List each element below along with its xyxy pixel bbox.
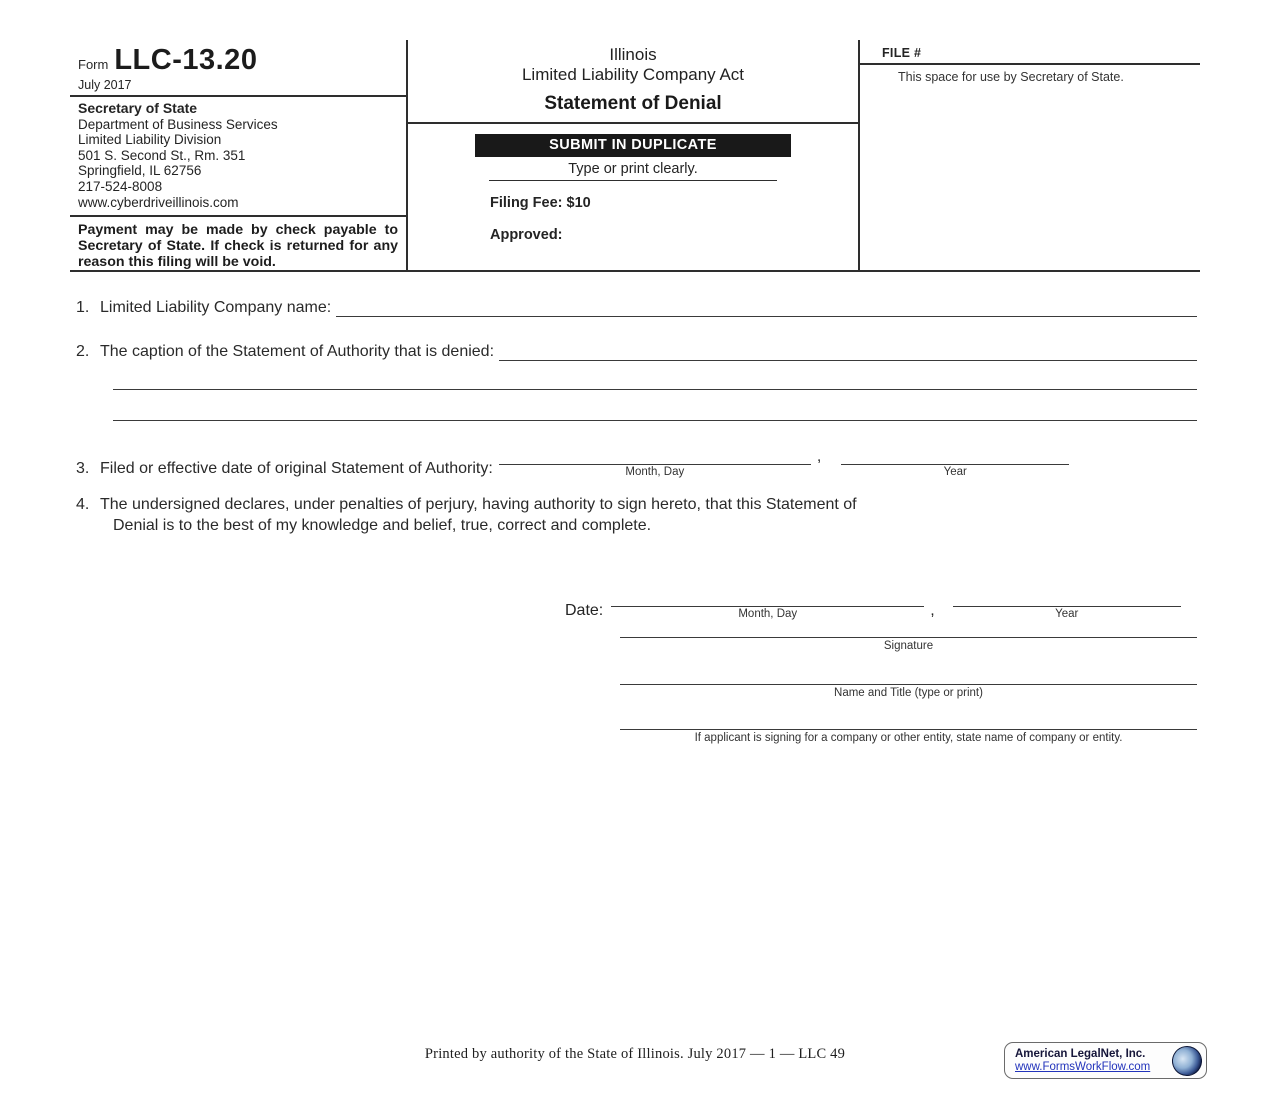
form-title-block <box>408 40 858 124</box>
item4-row <box>76 495 1110 536</box>
submit-in-duplicate-banner: SUBMIT IN DUPLICATE <box>475 134 791 157</box>
form-revision-date: July 2017 <box>78 78 132 92</box>
printed-by-authority-note: Printed by authority of the State of Illinois. July 2017 — 1 — LLC 49 <box>424 1046 846 1062</box>
signature-field[interactable] <box>620 637 1197 652</box>
legalnet-text-block <box>1015 1048 1172 1074</box>
payment-notice: Payment may be made by check payable to Secretary of State. If check is returned for any reason this filing will be void. <box>78 222 398 270</box>
item4-declaration-line1: The undersigned declares, under penalties of perjury, having authority to sign hereto, that this Statement of <box>100 496 857 513</box>
item4-number: 4. <box>76 496 90 513</box>
date-year-field[interactable] <box>953 590 1181 620</box>
header-center-column <box>408 40 860 270</box>
item4-declaration-line2: Denial is to the best of my knowledge and belief, true, correct and complete. <box>113 516 652 534</box>
item2-continuation-line-1[interactable] <box>113 389 1197 390</box>
item3-number: 3. <box>76 460 90 477</box>
american-legalnet-badge <box>1004 1042 1207 1079</box>
type-or-print-rule <box>489 180 777 181</box>
sos-space-note: This space for use by Secretary of State. <box>898 70 1124 84</box>
item3-comma: , <box>816 448 822 465</box>
date-month-day-label: Month, Day <box>738 608 798 620</box>
title-act: Limited Liability Company Act <box>521 65 745 84</box>
approved-label: Approved: <box>490 227 563 243</box>
signature-label: Signature <box>883 640 934 652</box>
page-title: Statement of Denial <box>544 93 722 114</box>
agency-line-city: Springfield, IL 62756 <box>78 163 202 179</box>
header-left-column <box>70 40 408 270</box>
form-header <box>70 40 1200 272</box>
item3-month-day-field[interactable] <box>499 448 811 478</box>
instructions-block <box>408 124 858 243</box>
item2-label: The caption of the Statement of Authority that is denied: <box>100 343 495 360</box>
file-number-label: FILE # <box>860 40 1200 65</box>
agency-line-website: www.cyberdriveillinois.com <box>78 194 239 210</box>
header-right-column <box>860 40 1200 270</box>
item3-year-field[interactable] <box>841 448 1069 478</box>
date-month-day-field[interactable] <box>611 590 924 620</box>
item1-row <box>76 299 1197 317</box>
date-year-label: Year <box>1055 608 1079 620</box>
item1-number: 1. <box>76 299 90 316</box>
date-row <box>565 590 1197 620</box>
item1-label: Limited Liability Company name: <box>100 299 332 316</box>
date-label: Date: <box>565 602 604 619</box>
legalnet-company-name: American LegalNet, Inc. <box>1015 1047 1146 1060</box>
agency-address-section <box>70 97 406 217</box>
item1-company-name-field[interactable] <box>336 299 1197 317</box>
form-id-section <box>70 40 406 97</box>
item2-number: 2. <box>76 343 90 360</box>
filing-fee-value: $10 <box>566 195 591 211</box>
form-word-label: Form <box>78 57 109 72</box>
item2-continuation-line-2[interactable] <box>113 420 1197 421</box>
item3-year-label: Year <box>943 466 967 478</box>
formsworkflow-link[interactable]: www.FormsWorkFlow.com <box>1015 1060 1151 1073</box>
entity-name-field[interactable] <box>620 729 1197 744</box>
type-or-print-note: Type or print clearly. <box>568 161 698 177</box>
name-title-label: Name and Title (type or print) <box>834 687 983 699</box>
item3-month-day-label: Month, Day <box>625 466 685 478</box>
item4-declaration <box>100 495 1110 536</box>
item3-row <box>76 448 1069 478</box>
agency-line-phone: 217-524-8008 <box>78 178 163 194</box>
item3-label: Filed or effective date of original Statement of Authority: <box>100 460 493 477</box>
title-state: Illinois <box>609 45 657 64</box>
filing-fee-label: Filing Fee: <box>490 195 563 211</box>
item2-caption-field[interactable] <box>499 343 1197 361</box>
form-number: LLC-13.20 <box>114 44 258 76</box>
entity-note-label: If applicant is signing for a company or other entity, state name of company or entity. <box>694 732 1123 744</box>
agency-name: Secretary of State <box>78 100 198 116</box>
agency-line-street: 501 S. Second St., Rm. 351 <box>78 147 246 163</box>
legalnet-globe-icon <box>1168 1042 1206 1080</box>
item2-row <box>76 343 1197 361</box>
date-comma: , <box>930 602 935 619</box>
agency-line-division: Limited Liability Division <box>78 132 222 148</box>
name-title-field[interactable] <box>620 684 1197 699</box>
filing-fee-row <box>490 195 858 211</box>
agency-line-department: Department of Business Services <box>78 116 278 132</box>
